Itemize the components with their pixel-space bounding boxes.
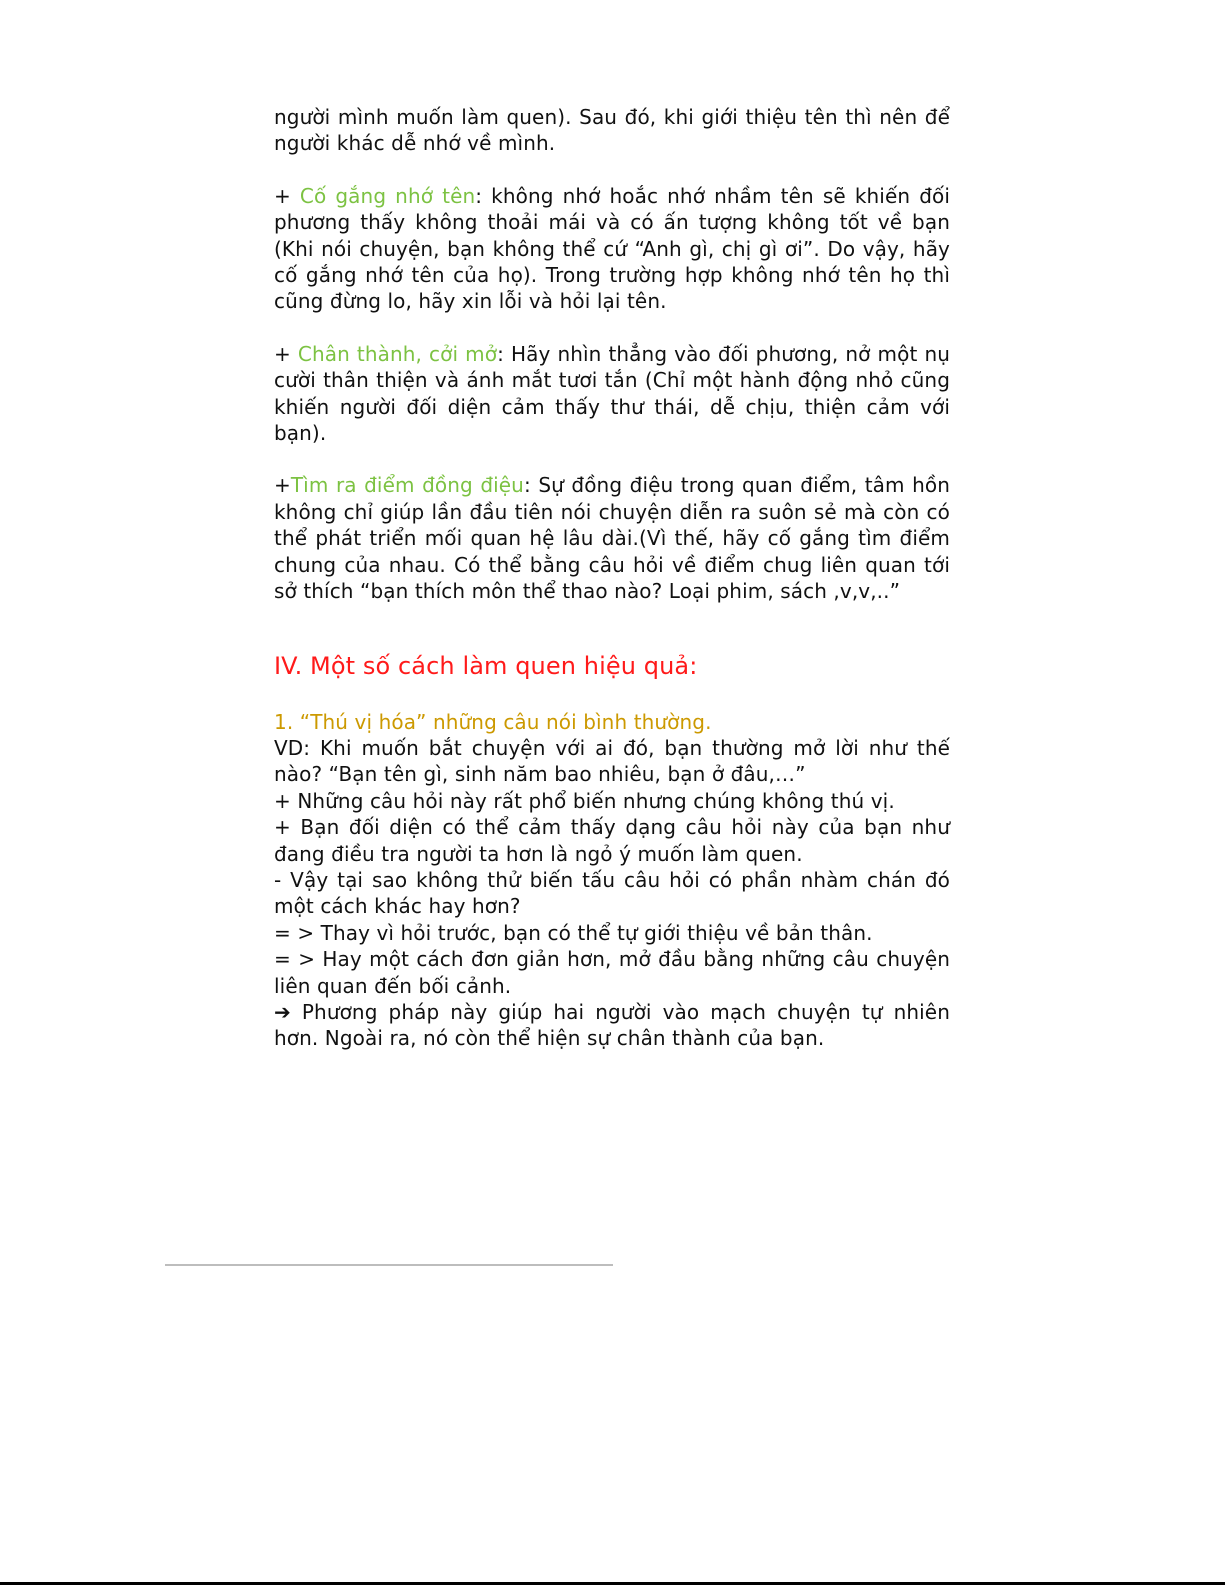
body-line: ➔ Phương pháp này giúp hai người vào mạch chuyện tự nhiên hơn. Ngoài ra, nó còn thể hiện sự chân thành của bạn. [274,999,950,1051]
section-heading: IV. Một số cách làm quen hiệu quả: [274,651,698,680]
body-line: - Vậy tại sao không thử biến tấu câu hỏi có phần nhàm chán đó một cách khác hay hơn? [274,867,950,919]
tip-sincere-open [274,341,950,447]
document-body [274,104,950,1052]
tip-prefix: + [274,341,298,366]
body-line: + Bạn đối diện có thể cảm thấy dạng câu hỏi này của bạn như đang điều tra người ta hơn là ngỏ ý muốn làm quen. [274,815,950,866]
subsection-heading: 1. “Thú vị hóa” những câu nói bình thường. [274,709,712,734]
tip-body: : không nhớ hoắc nhớ nhầm tên sẽ khiến đối phương thấy không thoải mái và có ấn tượng không tốt về bạn (Khi nói chuyện, bạn không thể cứ “Anh gì, chị gì ơi”. Do vậy, hãy cố gắng nhớ tên của họ). Trong trường hợp không nhớ tên họ thì cũng đừng lo, hãy xin lỗi và hỏi lại tên. [274,183,950,314]
tip-heading: Cố gắng nhớ tên [299,183,476,208]
tip-body: : Hãy nhìn thẳng vào đối phương, nở một nụ cười thân thiện và ánh mắt tươi tắn (Chỉ một hành động nhỏ cũng khiến người đối diện cảm thấy thư thái, dễ chịu, thiện cảm với bạn). [274,341,950,446]
tip-prefix: + [274,473,291,498]
footnote-divider [165,1264,613,1266]
body-line: + Những câu hỏi này rất phổ biến nhưng chúng không thú vị. [274,788,895,813]
body-line: VD: Khi muốn bắt chuyện với ai đó, bạn thường mở lời như thế nào? “Bạn tên gì, sinh năm bao nhiêu, bạn ở đâu,…” [274,735,950,787]
tip-remember-name [274,183,950,315]
tip-prefix: + [274,183,300,208]
tip-heading: Chân thành, cởi mở [297,341,498,366]
intro-paragraph: người mình muốn làm quen). Sau đó, khi giới thiệu tên thì nên để người khác dễ nhớ về mình. [274,105,950,156]
body-line: = > Thay vì hỏi trước, bạn có thể tự giới thiệu về bản thân. [274,920,873,945]
tip-body: : Sự đồng điệu trong quan điểm, tâm hồn không chỉ giúp lần đầu tiên nói chuyện diễn ra suôn sẻ mà còn có thể phát triển mối quan hệ lâu dài.(Vì thế, hãy cố gắng tìm điểm chung của nhau. Có thể bằng câu hỏi về điểm chug liên quan tới sở thích “bạn thích môn thể thao nào? Loại phim, sách ,v,v,..” [274,473,950,604]
tip-common-ground [274,472,950,604]
body-line: = > Hay một cách đơn giản hơn, mở đầu bằng những câu chuyện liên quan đến bối cảnh. [274,947,950,998]
tip-heading: Tìm ra điểm đồng điệu [290,473,524,498]
